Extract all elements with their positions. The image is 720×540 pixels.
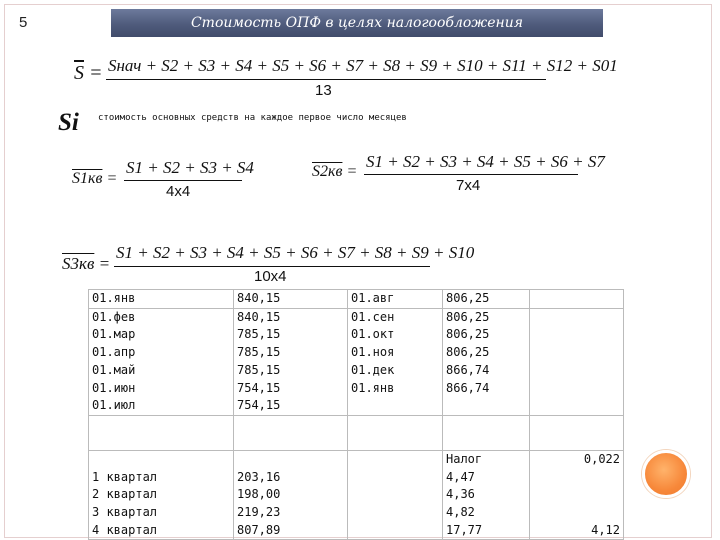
tax-value: 4,47 [446, 469, 475, 484]
table-row [89, 450, 624, 540]
table-row [89, 308, 624, 415]
decorative-circle [642, 450, 690, 498]
formula-q3-lhs: S3кв = [62, 254, 111, 273]
tax-values-cell [443, 450, 530, 540]
tax-total: 4,12 [591, 522, 620, 537]
quarters-cell [89, 450, 234, 540]
tax-rate: 0,022 [583, 451, 620, 466]
slide-title: Стоимость ОПФ в целях налогообложения [111, 9, 603, 37]
tax-value: 4,36 [446, 487, 475, 502]
quarter-label: 1 квартал [92, 469, 158, 484]
table-cell [348, 450, 443, 540]
formula-main-denominator: 13 [315, 82, 332, 99]
table-cell: 840,15 [234, 290, 348, 309]
quarter-label: 2 квартал [92, 487, 158, 502]
table-cell: 01.фев 01.мар 01.апр 01.май 01.июн 01.июл [89, 308, 234, 415]
formula-q3-denominator: 10x4 [254, 268, 287, 285]
tax-value: 4,82 [446, 505, 475, 520]
table-cell [89, 415, 234, 450]
tax-value: 17,77 [446, 522, 483, 537]
table-cell [443, 415, 530, 450]
quarter-label: 3 квартал [92, 505, 158, 520]
formula-q1-denominator: 4x4 [166, 183, 191, 200]
formula-q3-numerator: S1 + S2 + S3 + S4 + S5 + S6 + S7 + S8 + S9 + S10 [116, 243, 475, 262]
quarter-value: 807,89 [237, 522, 281, 537]
table-cell [530, 308, 624, 415]
si-description: стоимость основных средств на каждое первое число месяцев [98, 113, 407, 123]
tax-rate-cell [530, 450, 624, 540]
table-cell: 806,25 [443, 290, 530, 309]
table-cell [234, 415, 348, 450]
table-cell: 01.сен 01.окт 01.ноя 01.дек 01.янв [348, 308, 443, 415]
formula-main-fraction-bar [106, 79, 546, 80]
formula-q1-fraction-bar [124, 180, 242, 181]
slide-number: 5 [19, 14, 28, 31]
opf-table [88, 289, 624, 540]
table-cell [530, 290, 624, 309]
table-cell: 01.янв [89, 290, 234, 309]
formula-q1-numerator: S1 + S2 + S3 + S4 [126, 158, 254, 177]
formula-q2-numerator: S1 + S2 + S3 + S4 + S5 + S6 + S7 [366, 152, 605, 171]
table-cell [530, 415, 624, 450]
formula-main-numerator: Sнач + S2 + S3 + S4 + S5 + S6 + S7 + S8 + S9 + S10 + S11 + S12 + S01 [108, 56, 618, 75]
table-row [89, 415, 624, 450]
formula-main-eq: = [89, 62, 103, 84]
quarter-value: 203,16 [237, 469, 281, 484]
formula-q2-fraction-bar [364, 174, 578, 175]
quarter-label: 4 квартал [92, 522, 158, 537]
si-label: Si [58, 109, 79, 136]
quarter-value: 198,00 [237, 487, 281, 502]
quarter-value: 219,23 [237, 505, 281, 520]
table-cell [348, 415, 443, 450]
formula-q2-denominator: 7x4 [456, 177, 481, 194]
formula-q3-fraction-bar [114, 266, 430, 267]
formula-main-lhs: $\overline{S}$ = [74, 62, 103, 84]
table-row [89, 290, 624, 309]
table-cell: 01.авг [348, 290, 443, 309]
table-cell: 806,25 806,25 806,25 866,74 866,74 [443, 308, 530, 415]
tax-label: Налог [446, 451, 483, 466]
formula-q1-lhs: S1кв = [72, 170, 118, 187]
table-cell: 840,15 785,15 785,15 785,15 754,15 754,15 [234, 308, 348, 415]
quarter-values-cell [234, 450, 348, 540]
formula-q2-lhs: S2кв = [312, 163, 358, 180]
